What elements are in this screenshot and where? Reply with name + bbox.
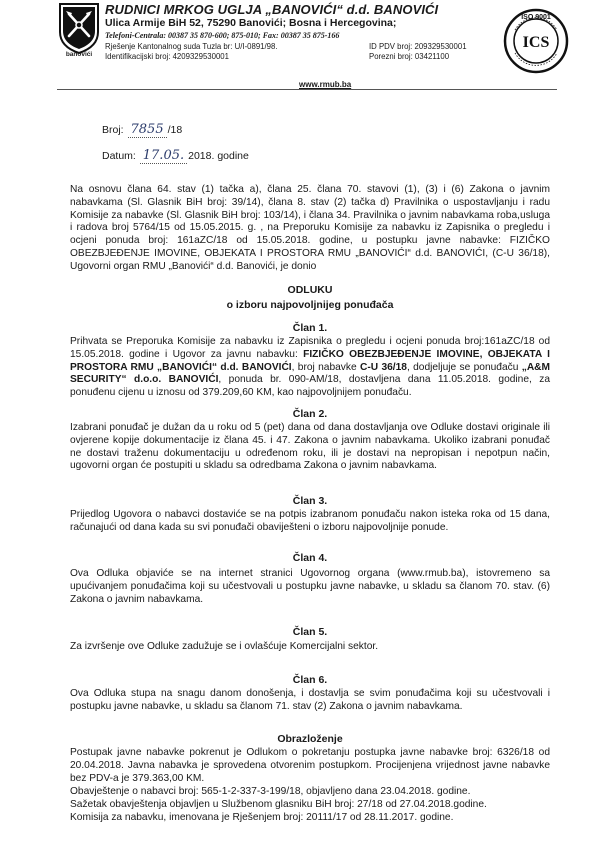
- article-5-text: Za izvršenje ove Odluke zadužuje se i ovlašćuje Komercijalni sektor.: [70, 641, 379, 652]
- header-divider: [57, 89, 557, 90]
- article-1-text-part: Prihvata se Preporuka Komisije za nabavku iz Zapisnika o pregledu i ocjeni ponuda broj:161aZC/18 od 15.05.2018. godine i Ugovor za javnu nabavku:: [70, 336, 550, 360]
- article-1-procurement-subject: FIZIČKO OBEZBJEĐENJE IMOVINE, OBJEKATA I PROSTORA RMU „BANOVIĆI“ d.d. BANOVIĆI: [70, 348, 550, 373]
- court-registration: Rješenje Kantonalnog suda Tuzla br: U/I-0891/98.: [105, 42, 278, 51]
- seal-center-text: ICS: [522, 34, 550, 51]
- datum-suffix: 2018. godine: [188, 150, 249, 162]
- justification-heading: Obrazloženje: [277, 733, 343, 745]
- document-number: [102, 122, 182, 138]
- identification-number: Identifikacijski broj: 4209329530001: [105, 52, 229, 61]
- article-6-text: Ova Odluka stupa na snagu danom donošenja, i dostavlja se svim ponuđačima koji su učestvovali i postupku javne nabavke, u skladu sa članom 71. stav (2) Zakona o javnim nabavkama.: [70, 688, 550, 712]
- article-1-text-part: , ponuda br. 090-AM/18, dostavljena dana 11.05.2018. godine, za ponuđenu cijenu u iznosu od 379.209,60 KM, kao najpovoljnijem ponuđaču.: [70, 374, 550, 399]
- broj-suffix: /18: [167, 124, 183, 136]
- justification-notice-line: Obavještenje o nabavci broj: 565-1-2-337-3-199/18, objavljeno dana 23.04.2018. godine.: [70, 786, 471, 797]
- datum-handwritten: 17.05.: [140, 148, 187, 164]
- article-5-heading: Član 5.: [292, 626, 328, 638]
- article-3-heading: Član 3.: [292, 495, 328, 507]
- company-logo: [57, 2, 101, 66]
- article-2-text: Izabrani ponuđač je dužan da u roku od 5 (pet) dana od dana dostavljanja ove Odluke dostavi originale ili ovjerene kopije dokumentacije iz člana 45. i 47. Zakona o javnim nabavkama. Ukoliko izabrani ponuđač ne dostavi traženu dokumentaciju u određenom roku, ili je dostavi na nepropisan i nepotpun način, ugovorni organ će postupiti u skladu sa odredbama Zakona o javnim nabavkama.: [70, 422, 550, 472]
- seal-top-text: ISO 9001: [521, 14, 551, 21]
- iso-certification-seal-icon: [503, 8, 569, 74]
- article-3-text: Prijedlog Ugovora o nabavci dostaviće se na potpis izabranom ponuđaču nakon isteka roka od 15 dana, računajući od dana kada su svi ponuđači obaviješteni o izboru najpovoljnije ponude.: [70, 509, 550, 533]
- justification-summary-line: Sažetak obavještenja objavljen u Službenom glasniku BiH broj: 27/18 od 27.04.2018.godine.: [70, 799, 487, 810]
- company-name: RUDNICI MRKOG UGLJA „BANOVIĆI“ d.d. BANOVIĆI: [105, 2, 439, 17]
- decision-title: ODLUKU: [287, 284, 333, 296]
- intro-paragraph: Na osnovu člana 64. stav (1) tačka a), člana 25. člana 70. stavovi (1), (3) i (6) Zakona o javnim nabavkama (Sl. Glasnik BiH broj: 39/14), člana 8. stav (2) tačka d) Pravilnika o uspostavljanju i radu Komisije za nabavke (Sl. Glasnik BiH broj: 103/14), i člana 34. Pravilnika o javnim nabavkama roba,usluga i radova broj 5764/15 od 15.05.2015. g. , na Preporuku Komisije za nabavku iz Zapisnika o pregledu i ocjeni ponuda broj: 161aZC/18 od 15.05.2018. godine, u postupku javne nabavke: FIZIČKO OBEZBJEĐENJE IMOVINE, OBJEKATA I PROSTORA RMU „BANOVIĆI“ d.d. BANOVIĆI, (C-U 36/18), Ugovorni organ RMU „Banovići“ d.d. Banovići, je donio: [70, 184, 550, 272]
- article-1-text: [70, 336, 550, 400]
- document-date: [102, 148, 249, 164]
- article-2-heading: Član 2.: [292, 408, 328, 420]
- article-1-text-part: , broj nabavke: [291, 361, 360, 373]
- article-1-text-part: , dodjeljuje se ponuđaču: [406, 361, 522, 373]
- article-1-selected-bidder: „A&M SECURITY“ d.o.o. BANOVIĆI: [70, 361, 551, 386]
- broj-handwritten: 7855: [128, 122, 167, 138]
- article-1-procurement-number: C-U 36/18: [360, 361, 407, 373]
- datum-label: Datum:: [102, 150, 136, 162]
- tax-number: Porezni broj: 03421100: [369, 52, 450, 61]
- logo-caption: banovići: [65, 51, 93, 58]
- website-link[interactable]: www.rmub.ba: [299, 80, 352, 89]
- company-address: Ulica Armije BiH 52, 75290 Banovići; Bosna i Hercegovina;: [105, 17, 397, 29]
- decision-subtitle: o izboru najpovoljnijeg ponuđača: [226, 299, 394, 311]
- article-6-heading: Član 6.: [292, 674, 328, 686]
- article-4-heading: Član 4.: [292, 552, 328, 564]
- article-1-heading: Član 1.: [292, 322, 328, 334]
- mining-shield-icon: [57, 2, 101, 54]
- broj-label: Broj:: [102, 124, 124, 136]
- justification-commission-line: Komisija za nabavku, imenovana je Rješenjem broj: 20111/17 od 28.11.2017. godine.: [70, 812, 454, 823]
- article-4-text: Ova Odluka objaviće se na internet stranici Ugovornog organa (www.rmub.ba), istovremeno sa upućivanjem ponuđačima koji su učestvovali u postupku javne nabavke, u skladu sa članom 70. stav. (6) Zakona o javnim nabavkama.: [70, 568, 550, 605]
- justification-paragraph: Postupak javne nabavke pokrenut je Odlukom o pokretanju postupka javne nabavke broj: 6326/18 od 20.04.2018. Javna nabavka je sprovedena otvorenim postupkom. Procijenjena vrijednost javne nabavke bez PDV-a je 379.363,00 KM.: [70, 747, 550, 784]
- vat-number: ID PDV broj: 209329530001: [369, 42, 467, 51]
- company-phones: Telefoni-Centrala: 00387 35 870-600; 875-010; Fax: 00387 35 875-166: [105, 31, 340, 40]
